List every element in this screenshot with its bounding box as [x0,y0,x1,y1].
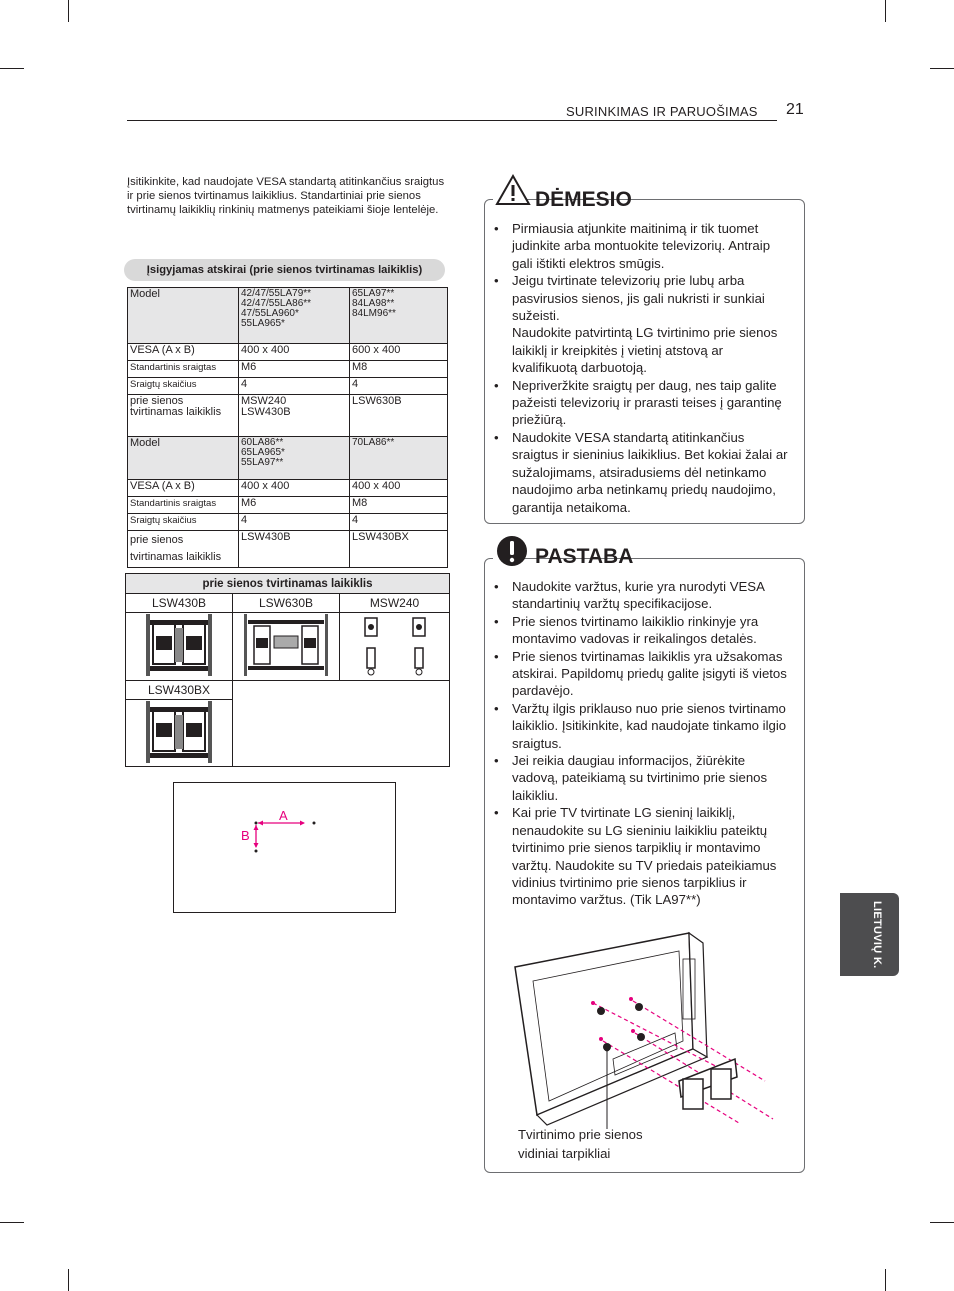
model-name: 84LM96** [352,308,396,319]
table-row [128,395,448,437]
vesa-label: VESA (A x B) [128,344,239,361]
dimension-b-label: B [241,828,250,843]
dimension-a-label: A [279,808,288,823]
list-item-continuation [486,324,790,376]
list-item: • Varžtų ilgis priklauso nuo prie sienos tvirtinamo laikiklio. Įsitikinkite, kad naudojate tinkamo ilgio sraigtus. [486,700,792,752]
vesa-diagram [173,782,396,913]
caution-title: DĖMESIO [535,188,632,211]
vesa-dimension-graphic [174,783,395,912]
model-name: 70LA86** [352,437,395,448]
crop-mark [68,1269,69,1291]
spacer-caption [518,1125,643,1163]
table-row [128,437,448,480]
bracket-label: prie sienos tvirtinamas laikiklis [128,531,239,568]
count-value: 4 [350,514,448,531]
caption-line: vidiniai tarpikliai [518,1146,611,1161]
bracket-name: MSW240 [340,594,450,613]
wall-bracket-icon [144,614,214,676]
model-list-a [239,437,350,480]
note-box [484,558,805,1173]
crop-mark [885,1269,886,1291]
crop-mark [930,1222,954,1223]
model-list-b [350,437,448,480]
model-label: Model [128,288,239,344]
model-name: 42/47/55LA79** [241,288,312,299]
bracket-value: LSW430BX [350,531,448,568]
bracket-label: prie sienos tvirtinamas laikiklis [128,395,239,437]
table-row [128,288,448,344]
list-item-text: Naudokite patvirtintą LG tvirtinimo prie sienos laikiklį ir kreipkitės į vietinį atstovą ar kvalifikuotą darbuotoją. [512,325,778,376]
wall-bracket-icon [240,614,332,676]
screw-value: M8 [350,361,448,378]
bracket-table [125,573,450,767]
bracket-name: LSW630B [233,594,340,613]
section-title: SURINKIMAS IR PARUOŠIMAS [566,104,758,119]
intro-text: Įsitikinkite, kad naudojate VESA standartą atitinkančius sraigtus ir prie sienos tvirtinamus laikiklius. Standartiniai prie sienos tvirtinamų laikiklių rinkinių matmenys pateikiami šioje lentelėje. [127,176,445,216]
bracket-image-lsw430bx [126,700,233,767]
list-item: • Kai prie TV tvirtinate LG sieninį laikiklį, nenaudokite su LG sieniniu laikikliu pateiktų tvirtinimo prie sienos tarpiklių ir montavimo varžtų. Naudokite su TV priedais pateikiamus vidinius tvirtinimo prie sienos tarpiklius ir montavimo varžtus. (Tik LA97**) [486,804,792,908]
list-item: • Naudokite VESA standartą atitinkančius sraigtus ir sieninius laikiklius. Bet kokiai žalai ar sužalojimams, atsiradusiems dėl netinkamo naudojimo arba netinkamų priedų naudojimo, garantija netaikoma. [486,429,790,516]
count-label: Sraigtų skaičius [128,514,239,531]
list-item: • Nepriveržkite sraigtų per daug, nes taip galite pažeisti televizorių ir prarasti teises į garantinę priežiūrą. [486,377,790,429]
model-label: Model [128,437,239,480]
vesa-value: 400 x 400 [239,344,350,361]
table-row [126,594,450,613]
table-row [126,574,450,594]
screw-value: M8 [350,497,448,514]
tv-wall-mount-illustration [503,929,793,1139]
screw-value: M6 [239,497,350,514]
vesa-value: 400 x 400 [350,480,448,497]
table-row [128,361,448,378]
model-list-a [239,288,350,344]
bracket-name: LSW430B [126,594,233,613]
table-row [128,378,448,395]
bracket-value: LSW630B [350,395,448,437]
caution-box [484,199,805,524]
caption-line: Tvirtinimo prie sienos [518,1127,643,1142]
exclamation-circle-icon [495,534,529,568]
model-name: 42/47/55LA86** [241,298,312,309]
note-list [486,578,792,909]
vesa-value: 600 x 400 [350,344,448,361]
screw-label: Standartinis sraigtas [128,361,239,378]
list-item: • Pirmiausia atjunkite maitinimą ir tik tuomet judinkite arba montuokite televizorių. Antraip gali ištikti elektros smūgis. [486,220,790,272]
page-number: 21 [786,101,804,118]
count-value: 4 [350,378,448,395]
table-row [128,497,448,514]
model-list-b [350,288,448,344]
crop-mark [885,0,886,22]
table-row [128,480,448,497]
bracket-image-lsw630b [233,613,340,681]
list-item: • Naudokite varžtus, kurie yra nurodyti VESA standartinių varžtų specifikacijose. [486,578,792,613]
table-row [126,681,450,700]
vesa-value: 400 x 400 [239,480,350,497]
bracket-name: MSW240 [241,395,287,407]
language-side-tab [840,893,899,976]
warning-triangle-icon [495,174,531,206]
vesa-label: VESA (A x B) [128,480,239,497]
model-name: 84LA98** [352,298,395,309]
wall-bracket-icon [144,701,214,763]
crop-mark [0,1222,24,1223]
model-name: 65LA97** [352,288,395,299]
list-item: • Jeigu tvirtinate televizorių prie lubų arba pasvirusios sienos, jis gali nukristi ir sunkiai sužeisti. [486,272,790,324]
language-label: LIETUVIŲ K. [871,901,883,969]
list-item: • Jei reikia daugiau informacijos, žiūrėkite vadovą, pateikiamą su tvirtinimo prie sienos laikikliu. [486,752,792,804]
header-rule [127,120,777,121]
count-value: 4 [239,514,350,531]
caution-list [486,220,790,516]
bracket-image-lsw430b [126,613,233,681]
list-item: • Prie sienos tvirtinamas laikiklis yra užsakomas atskirai. Papildomų priedų galite įsigyti iš vietos pardavėjo. [486,648,792,700]
bracket-value: LSW430B [239,531,350,568]
bracket-name: LSW430BX [126,681,233,700]
crop-mark [0,68,24,69]
count-label: Sraigtų skaičius [128,378,239,395]
optional-purchase-pill: Įsigyjamas atskirai (prie sienos tvirtinamas laikiklis) [124,259,445,281]
crop-mark [930,68,954,69]
table-row [128,514,448,531]
count-value: 4 [239,378,350,395]
table-row [126,613,450,681]
bracket-table-title: prie sienos tvirtinamas laikiklis [126,574,450,594]
caution-heading [493,172,632,212]
list-item: • Prie sienos tvirtinamo laikiklio rinkinyje yra montavimo vadovas ir reikalingos detalės. [486,613,792,648]
screw-label: Standartinis sraigtas [128,497,239,514]
model-name: 55LA965* [241,318,285,329]
bracket-name: LSW430B [241,406,291,418]
crop-mark [68,0,69,22]
screw-value: M6 [239,361,350,378]
empty-cell [233,681,450,767]
bracket-image-msw240 [340,613,450,681]
bracket-value [239,395,350,437]
table-row [128,344,448,361]
model-name: 47/55LA960* [241,308,299,319]
spec-table [127,287,448,568]
table-row [128,531,448,568]
model-name: 60LA86** [241,437,284,448]
model-name: 65LA965* [241,447,285,458]
note-heading [493,533,634,573]
model-name: 55LA97** [241,457,284,468]
wall-bracket-icon [355,614,435,676]
note-title: PASTABA [535,545,634,568]
